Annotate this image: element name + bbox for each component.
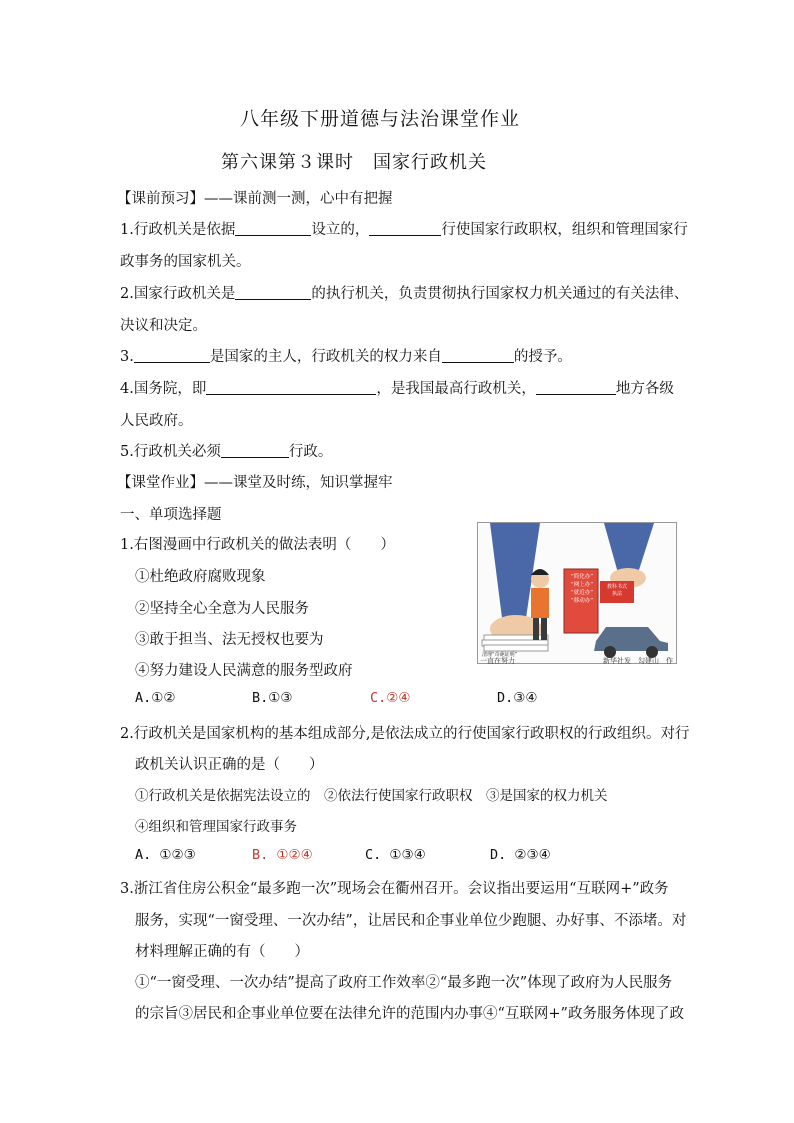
sign-text <box>566 573 598 605</box>
preview-q1-line2: 政事务的国家机关。 <box>120 254 251 270</box>
preview-q5 <box>120 440 332 461</box>
cq3-line4: ①“一窗受理、一次办结”提高了政府工作效率②“最多跑一次”体现了政府为人民服务 <box>135 975 673 991</box>
classwork-header: 【课堂作业】——课堂及时练，知识掌握牢 <box>117 475 393 491</box>
text: 的执行机关，负责贯彻执行国家权力机关通过的有关法律、 <box>311 286 689 302</box>
cartoon-caption-right: 新华社发 勾建山 作 <box>603 657 673 665</box>
answer-blank[interactable] <box>442 348 514 363</box>
preview-q2-line1 <box>120 282 688 303</box>
sign-line: “就近办” <box>570 590 594 596</box>
cq1-option-d[interactable]: D.③④ <box>497 690 538 706</box>
preview-q3 <box>120 345 572 366</box>
cq2-line1: 2.行政机关是国家机构的基本组成部分,是依法成立的行使国家行政职权的行政组织。对行 <box>120 726 690 742</box>
cq2-line2: 政机关认识正确的是（ ） <box>135 757 324 773</box>
sign-line: “简化办” <box>570 574 594 580</box>
text: 的授予。 <box>513 349 572 365</box>
answer-blank[interactable] <box>221 443 289 458</box>
cq2-option-b[interactable]: B. ①②④ <box>252 847 313 863</box>
arm-sleeve-right <box>604 523 654 573</box>
cartoon-illustration <box>477 522 677 664</box>
preview-q4-line2: 人民政府。 <box>120 413 193 429</box>
cq2-items2: ④组织和管理国家行政事务 <box>135 819 297 835</box>
answer-blank[interactable] <box>134 348 210 363</box>
preview-q4-line1 <box>120 377 674 398</box>
text: 地方各级 <box>615 381 674 397</box>
boy-leg <box>533 618 539 640</box>
cq1-item: ②坚持全心全意为人民服务 <box>135 601 309 617</box>
preview-q1-line1 <box>120 218 688 239</box>
cq1-item: ③敢于担当、法无授权也要为 <box>135 632 324 648</box>
cq2-items1: ①行政机关是依据宪法设立的 ②依法行使国家行政职权 ③是国家的权力机关 <box>135 788 608 804</box>
cq1-option-c[interactable]: C.②④ <box>370 690 411 706</box>
preview-q2-line2: 决议和决定。 <box>120 318 207 334</box>
text: ，是我国最高行政机关， <box>376 381 536 397</box>
text: 4.国务院，即 <box>120 381 207 397</box>
text: 行使国家行政职权，组织和管理国家行 <box>441 222 688 238</box>
boy-hair <box>531 569 549 575</box>
card-line: 教科书式 <box>606 584 627 590</box>
text: 是国家的主人，行政机关的权力来自 <box>209 349 442 365</box>
card-line: 执法 <box>611 591 622 597</box>
cq1-stem: 1.右图漫画中行政机关的做法表明（ ） <box>120 537 395 553</box>
answer-blank[interactable] <box>235 221 311 236</box>
section-heading: 一、单项选择题 <box>120 507 222 523</box>
preview-header: 【课前预习】——课前测一测，心中有把握 <box>117 191 393 207</box>
text: 行政。 <box>288 444 333 460</box>
cq2-option-c[interactable]: C. ①③④ <box>365 847 426 863</box>
card-text <box>601 584 633 598</box>
answer-blank[interactable] <box>206 380 376 395</box>
page-title: 八年级下册道德与法治课堂作业 <box>240 108 521 130</box>
answer-blank[interactable] <box>235 285 311 300</box>
sign-line: “网上办” <box>570 582 594 588</box>
boy-shirt <box>531 588 549 618</box>
cq3-line5: 的宗旨③居民和企事业单位要在法律允许的范围内办事④“互联网+”政务服务体现了政 <box>135 1006 684 1022</box>
cq3-line1: 3.浙江省住房公积金“最多跑一次”现场会在衢州召开。会议指出要运用“互联网+”政务 <box>120 881 669 897</box>
cartoon-caption-left: 一直在努力 <box>480 657 515 665</box>
text: 3. <box>120 349 134 365</box>
sign-line: “移动办” <box>570 598 594 604</box>
cq2-option-a[interactable]: A. ①②③ <box>135 847 196 863</box>
cq1-option-a[interactable]: A.①② <box>135 690 176 706</box>
cq1-option-b[interactable]: B.①③ <box>252 690 293 706</box>
text: 5.行政机关必须 <box>120 444 221 460</box>
boy-leg <box>541 618 547 640</box>
paper-label: 清理“奇葩证明” <box>482 652 518 658</box>
text: 2.国家行政机关是 <box>120 286 236 302</box>
car-icon <box>594 627 668 658</box>
cq3-line3: 材料理解正确的有（ ） <box>135 944 309 960</box>
answer-blank[interactable] <box>536 380 616 395</box>
cq3-line2: 服务，实现“一窗受理、一次办结”，让居民和企事业单位少跑腿、办好事、不添堵。对 <box>135 913 687 929</box>
text: 设立的， <box>311 222 370 238</box>
cq2-option-d[interactable]: D. ②③④ <box>490 847 551 863</box>
answer-blank[interactable] <box>369 221 441 236</box>
cq1-item: ④努力建设人民满意的服务型政府 <box>135 663 353 679</box>
text: 1.行政机关是依据 <box>120 222 236 238</box>
cq1-item: ①杜绝政府腐败现象 <box>135 569 266 585</box>
lesson-subtitle: 第六课第３课时 国家行政机关 <box>221 152 487 173</box>
